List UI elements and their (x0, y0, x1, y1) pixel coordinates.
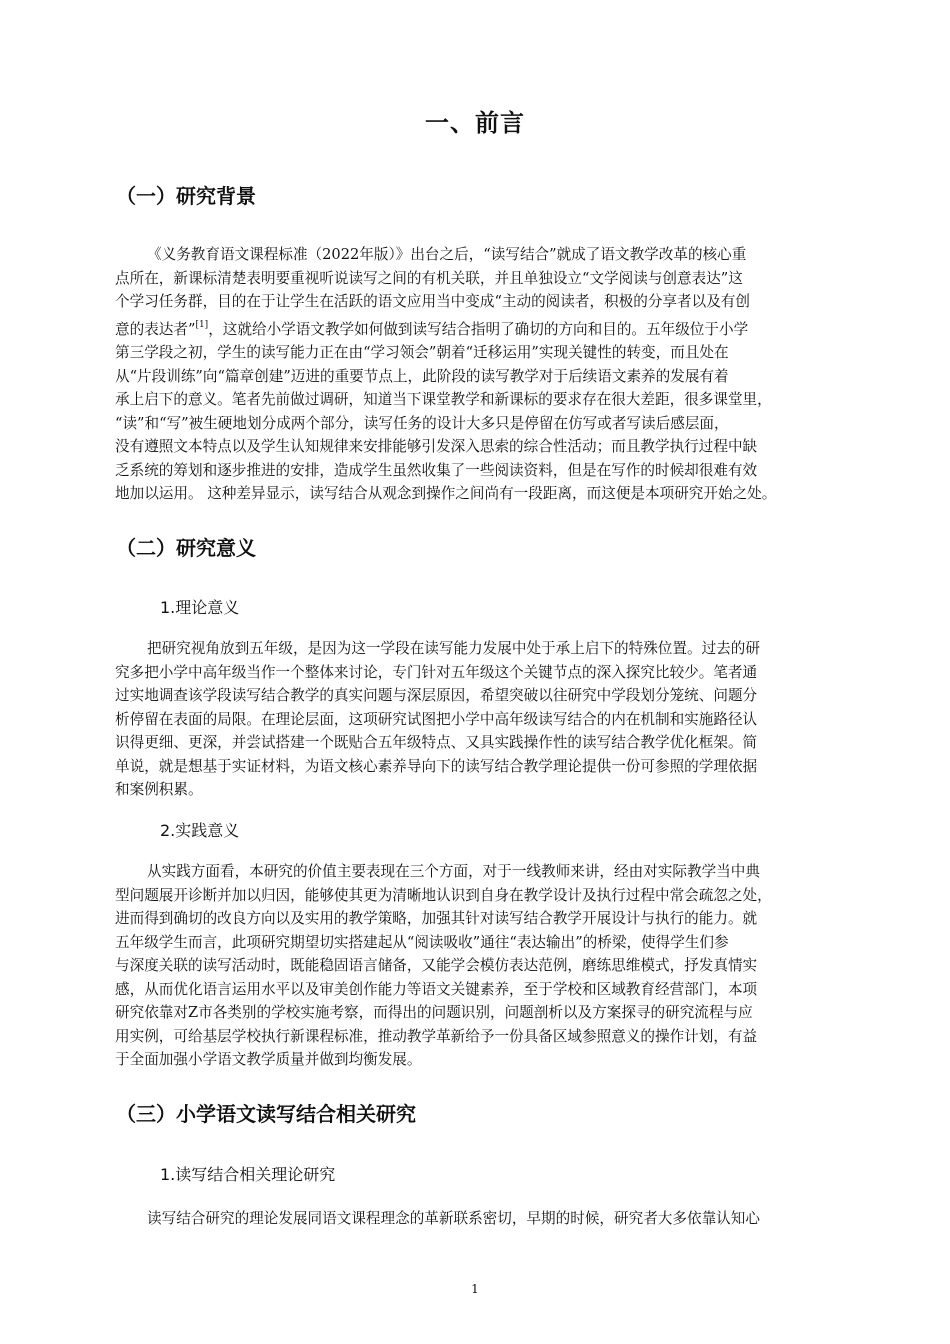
background-paragraph (115, 243, 875, 506)
citation-marker: [1] (195, 319, 209, 330)
background-text-part-1: 《义务教育语文课程标准（2022年版）》出台之后，“读写结合”就成了语文教学改革的核心重 点所在，新课标清楚表明要重视听说读写之间的有机关联，并且单独设立“文学阅读与创意表达”这 个学习任务群，目的在于让学生在活跃的语文应用当中变成“主动的阅读者，积极的分享者以及有创 意的表达者” (115, 246, 750, 338)
page-number: 1 (471, 1282, 479, 1296)
chapter-title: 一、前言 (425, 109, 525, 137)
related-paragraph: 读写结合研究的理论发展同语文课程理念的革新联系密切，早期的时候，研究者大多依靠认知心 (147, 1210, 760, 1227)
background-text-part-2: ，这就给小学语文教学如何做到读写结合指明了确切的方向和目的。五年级位于小学 第三学段之初，学生的读写能力正在由“学习领会”朝着“迁移运用”实现关键性的转变，而且处在 从“片段训练”向“篇章创建”迈进的重要节点上，此阶段的读写教学对于后续语文素养的发展有着 承上启下的意义。笔者先前做过调研，知道当下课堂教学和新课标的要求存在很大差距，很多课堂里， “读”和“写”被生硬地划分成两个部分，读写任务的设计大多只是停留在仿写或者写读后感层面， 没有遵照文本特点以及学生认知规律来安排能够引发深入思索的综合性活动；而且教学执行过程中缺 乏系统的筹划和逐步推进的安排，造成学生虽然收集了一些阅读资料，但是在写作的时候却很难有效 地加以运用。 这种差异显示，读写结合从观念到操作之间尚有一段距离，而这便是本项研究开始之处。 (115, 320, 777, 502)
section-heading-significance: （二）研究意义 (116, 536, 256, 560)
theory-paragraph: 把研究视角放到五年级，是因为这一学段在读写能力发展中处于承上启下的特殊位置。过去的研 究多把小学中高年级当作一个整体来讨论，专门针对五年级这个关键节点的深入探究比较少。笔者通 过实地调查该学段读写结合教学的真实问题与深层原因，希望突破以往研究中学段划分笼统、问题分 析停留在表面的局限。在理论层面，这项研究试图把小学中高年级读写结合的内在机制和实施路径认 识得更细、更深，并尝试搭建一个既贴合五年级特点、又具实践操作性的读写结合教学优化框架。简 单说，就是想基于实证材料，为语文核心素养导向下的读写结合教学理论提供一份可参照的学理依据 和案例积累。 (115, 640, 760, 798)
section-heading-background: （一）研究背景 (116, 184, 256, 208)
subheading-related-theory: 1.读写结合相关理论研究 (160, 1165, 336, 1184)
subheading-practice: 2.实践意义 (160, 821, 240, 840)
subheading-theory: 1.理论意义 (160, 598, 240, 617)
section-heading-related: （三）小学语文读写结合相关研究 (116, 1102, 416, 1126)
practice-paragraph: 从实践方面看，本研究的价值主要表现在三个方面，对于一线教师来讲，经由对实际教学当中典 型问题展开诊断并加以归因，能够使其更为清晰地认识到自身在教学设计及执行过程中常会疏忽之处， 进而得到确切的改良方向以及实用的教学策略，加强其针对读写结合教学开展设计与执行的能力。就 五年级学生而言，此项研究期望切实搭建起从“阅读吸收”通往“表达输出”的桥梁，使得学生们参 与深度关联的读写活动时，既能稳固语言储备，又能学会模仿表达范例，磨练思维模式，抒发真情实 感，从而优化语言运用水平以及审美创作能力等语文关键素养，至于学校和区域教育经营部门，本项 研究依靠对Z市各类别的学校实施考察，而得出的问题识别，问题剖析以及方案探寻的研究流程与应 用实例，可给基层学校执行新课程标准，推动教学革新给予一份具备区域参照意义的操作计划，有益 于全面加强小学语文教学质量并做到均衡发展。 (115, 863, 772, 1068)
